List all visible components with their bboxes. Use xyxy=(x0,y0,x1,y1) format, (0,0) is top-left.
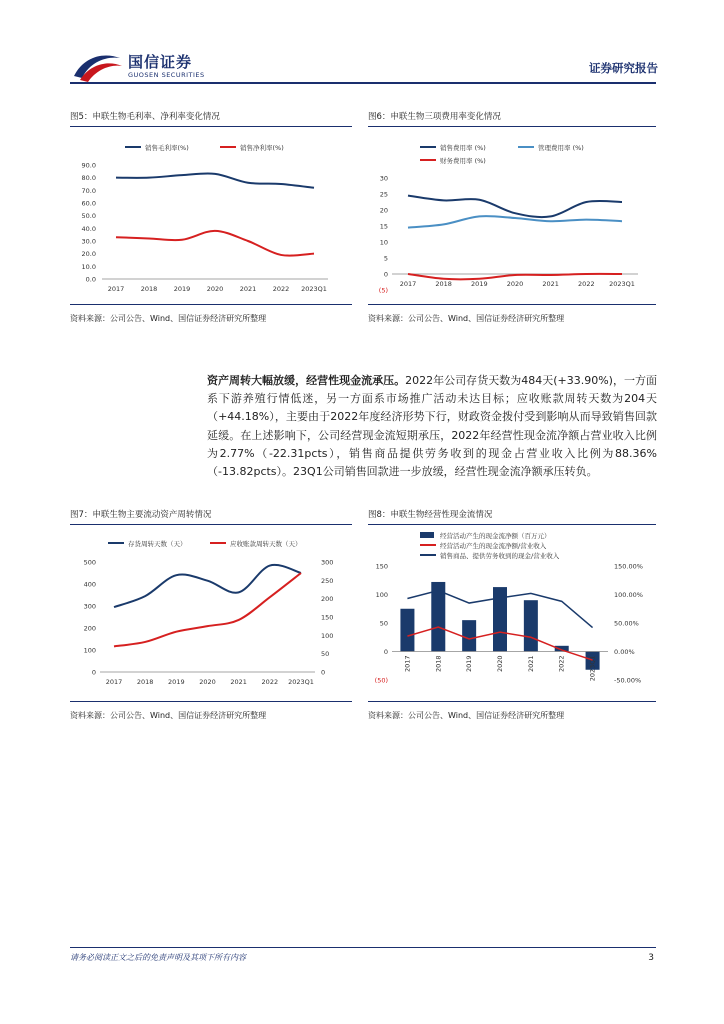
legend-label: 销售商品、提供劳务收到的现金/营业收入 xyxy=(440,552,560,560)
x-tick-label: 2017 xyxy=(107,285,125,293)
y-tick-label: 50.0 xyxy=(81,212,96,221)
x-tick-label: 2019 xyxy=(168,678,185,686)
y-tick-label: 70.0 xyxy=(81,186,96,195)
legend-label: 经营活动产生的现金流净额/营业收入 xyxy=(440,542,547,550)
legend-label: 销售净利率(%) xyxy=(240,144,284,152)
y-tick-label: 5 xyxy=(383,254,388,263)
y-tick-label: 10 xyxy=(379,238,388,247)
x-tick-label: 2020 xyxy=(496,655,504,673)
legend-label: 应收账款周转天数（天） xyxy=(230,540,302,548)
y-tick-label-left: 500 xyxy=(83,558,96,567)
x-tick-label: 2019 xyxy=(471,280,488,288)
figure-divider xyxy=(368,304,656,305)
y-tick-label-right: 150.00% xyxy=(614,562,643,571)
y-tick-label-right: 200 xyxy=(321,595,334,604)
cashflow-bar xyxy=(400,609,414,652)
series-line xyxy=(114,565,301,607)
chart-asset-turnover xyxy=(70,528,352,698)
figure-title: 图7：申联生物主要流动资产周转情况 xyxy=(70,510,212,520)
y-tick-label-right: 0.00% xyxy=(614,648,635,656)
y-tick-label: 20.0 xyxy=(81,250,96,259)
y-tick-label-right: 0 xyxy=(321,668,326,677)
footer-disclaimer: 请务必阅读正文之后的免责声明及其项下所有内容 xyxy=(70,953,246,962)
y-tick-label-right: 50 xyxy=(321,650,330,659)
figure-source: 资料来源：公司公告、Wind、国信证券经济研究所整理 xyxy=(368,314,565,323)
figure-source: 资料来源：公司公告、Wind、国信证券经济研究所整理 xyxy=(70,711,267,720)
brand-name-en: GUOSEN SECURITIES xyxy=(128,71,205,79)
y-tick-label: 25 xyxy=(379,190,388,199)
x-tick-label: 2023Q1 xyxy=(588,655,597,682)
y-tick-label-right: 100.00% xyxy=(614,591,643,599)
header-divider xyxy=(70,82,656,84)
footer-divider xyxy=(70,947,656,948)
figure-divider xyxy=(70,701,352,702)
y-tick-label-left: 400 xyxy=(83,580,96,589)
legend-label: 销售毛利率(%) xyxy=(145,144,189,152)
brand-name-cn: 国信证券 xyxy=(128,53,193,71)
x-tick-label: 2022 xyxy=(557,655,566,673)
y-tick-label: 40.0 xyxy=(81,224,96,233)
y-tick-label: 30 xyxy=(379,174,388,183)
legend-label: 经营活动产生的现金流净额（百万元） xyxy=(440,532,551,540)
logo-mark-icon xyxy=(70,48,126,84)
y-tick-label-left: 100 xyxy=(83,646,96,655)
figure-divider xyxy=(368,524,656,525)
y-tick-label: 10.0 xyxy=(81,262,96,271)
x-tick-label: 2018 xyxy=(435,280,452,288)
legend-label: 存货周转天数（天） xyxy=(128,540,187,548)
figure-divider xyxy=(368,701,656,702)
x-tick-label: 2018 xyxy=(140,285,158,293)
x-tick-label: 2023Q1 xyxy=(288,678,314,686)
figure-divider xyxy=(70,126,352,127)
y-tick-label-right: 100 xyxy=(321,631,334,640)
chart-gross-net-margin xyxy=(70,130,352,300)
y-tick-label-left: 100 xyxy=(375,591,388,599)
y-tick-label-left: 200 xyxy=(83,624,96,633)
paragraph-lead: 资产周转大幅放缓，经营性现金流承压。 xyxy=(207,374,406,387)
x-tick-label: 2022 xyxy=(261,678,279,686)
figure-title: 图6：申联生物三项费用率变化情况 xyxy=(368,112,501,122)
y-tick-label-left: 0 xyxy=(91,668,96,677)
y-tick-label: (5) xyxy=(378,286,388,295)
y-tick-label: 60.0 xyxy=(81,199,96,208)
figure-source: 资料来源：公司公告、Wind、国信证券经济研究所整理 xyxy=(368,711,565,720)
series-line xyxy=(408,274,622,279)
cashflow-bar xyxy=(524,600,538,651)
y-tick-label: 15 xyxy=(379,222,388,231)
x-tick-label: 2021 xyxy=(542,280,559,288)
chart-operating-cashflow xyxy=(368,528,656,698)
y-tick-label-left: 150 xyxy=(375,562,388,571)
report-type: 证券研究报告 xyxy=(589,61,658,75)
y-tick-label: 0 xyxy=(383,270,388,279)
y-tick-label-left: 50 xyxy=(379,619,388,628)
cashflow-bar xyxy=(462,620,476,651)
y-tick-label: 90.0 xyxy=(81,161,96,170)
x-tick-label: 2023Q1 xyxy=(301,285,327,293)
x-tick-label: 2022 xyxy=(578,280,595,288)
x-tick-label: 2023Q1 xyxy=(609,280,635,288)
x-tick-label: 2020 xyxy=(199,678,216,686)
x-tick-label: 2021 xyxy=(526,655,535,673)
x-tick-label: 2018 xyxy=(136,678,154,686)
y-tick-label-right: 150 xyxy=(321,613,334,622)
x-tick-label: 2019 xyxy=(465,655,474,673)
series-line xyxy=(114,573,301,646)
y-tick-label: 0.0 xyxy=(85,275,96,284)
y-tick-label-right: 300 xyxy=(321,558,334,567)
x-tick-label: 2018 xyxy=(434,655,443,673)
figure-title: 图8：申联生物经营性现金流情况 xyxy=(368,510,493,520)
y-tick-label-left: 0 xyxy=(383,648,388,656)
page-number: 3 xyxy=(648,953,654,963)
series-line xyxy=(408,216,622,228)
legend-swatch xyxy=(420,532,434,538)
series-line xyxy=(116,173,314,187)
x-tick-label: 2017 xyxy=(403,655,412,673)
analysis-paragraph xyxy=(207,372,657,481)
x-tick-label: 2020 xyxy=(206,285,224,293)
legend-label: 销售费用率 (%) xyxy=(440,144,486,152)
paragraph-body: 2022年公司存货天数为484天(+33.90%)，一方面系下游养殖行情低迷，另一方面系市场推广活动未达目标；应收账款周转天数为204天（+44.18%），主要由于2022年度经济形势下行，财政资金拨付受到影响从而导致销售回款延缓。在上述影响下，公司经营现金流短期承压，2022年经营性现金流净额占营业收入比例为2.77%（-22.31pcts），销售商品提供劳务收到的现金占营业收入比例为88.36%（-13.82pcts）。23Q1公司销售回款进一步放缓，经营性现金流净额承压转负。 xyxy=(207,374,658,479)
figure-divider xyxy=(368,126,656,127)
x-tick-label: 2019 xyxy=(173,285,191,293)
y-tick-label: 80.0 xyxy=(81,174,96,183)
chart-expense-ratios xyxy=(368,130,656,300)
x-tick-label: 2017 xyxy=(399,280,417,288)
series-line xyxy=(116,231,314,256)
y-tick-label-left: (50) xyxy=(374,676,388,685)
x-tick-label: 2017 xyxy=(105,678,123,686)
y-tick-label-right: 250 xyxy=(321,576,334,585)
y-tick-label-right: -50.00% xyxy=(614,676,642,685)
y-tick-label: 30.0 xyxy=(81,237,96,246)
x-tick-label: 2021 xyxy=(239,285,257,293)
legend-label: 管理费用率 (%) xyxy=(538,144,584,152)
figure-divider xyxy=(70,304,352,305)
figure-divider xyxy=(70,524,352,525)
y-tick-label-left: 300 xyxy=(83,602,96,611)
x-tick-label: 2020 xyxy=(506,280,524,288)
y-tick-label-right: 50.00% xyxy=(614,619,639,628)
legend-label: 财务费用率 (%) xyxy=(440,157,486,165)
figure-source: 资料来源：公司公告、Wind、国信证券经济研究所整理 xyxy=(70,314,267,323)
y-tick-label: 20 xyxy=(379,206,388,215)
x-tick-label: 2022 xyxy=(272,285,290,293)
series-line xyxy=(408,196,622,217)
figure-title: 图5：申联生物毛利率、净利率变化情况 xyxy=(70,112,220,122)
x-tick-label: 2021 xyxy=(230,678,247,686)
